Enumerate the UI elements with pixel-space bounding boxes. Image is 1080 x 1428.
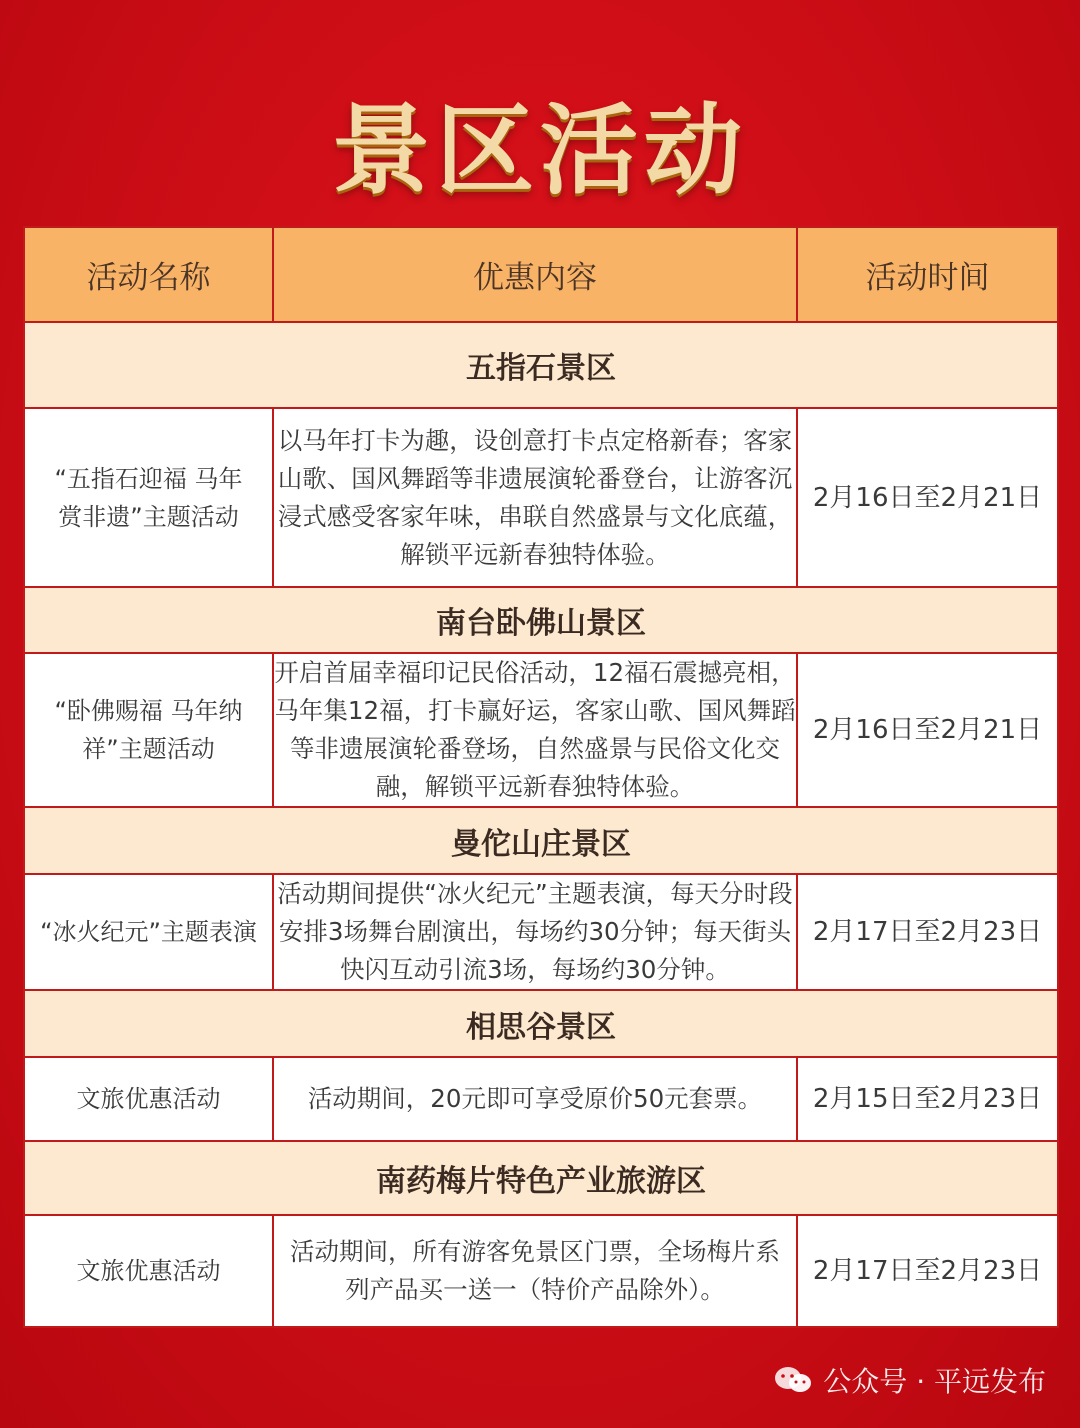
activity-time: 2月17日至2月23日 <box>797 874 1058 990</box>
section-row <box>24 587 1058 653</box>
table-row <box>24 1215 1058 1327</box>
offer-content: 以马年打卡为趣，设创意打卡点定格新春；客家山歌、国风舞蹈等非遗展演轮番登台，让游客沉浸式感受客家年味，串联自然盛景与文化底蕴，解锁平远新春独特体验。 <box>273 408 797 587</box>
section-row <box>24 807 1058 874</box>
table-row <box>24 653 1058 807</box>
section-row <box>24 1141 1058 1215</box>
offer-content: 活动期间，所有游客免景区门票，全场梅片系列产品买一送一（特价产品除外）。 <box>273 1215 797 1327</box>
table-row <box>24 1057 1058 1141</box>
section-row <box>24 990 1058 1057</box>
offer-content: 活动期间提供“冰火纪元”主题表演，每天分时段安排3场舞台剧演出，每场约30分钟；每天街头快闪互动引流3场，每场约30分钟。 <box>273 874 797 990</box>
activity-time: 2月15日至2月23日 <box>797 1057 1058 1141</box>
activity-name: “卧佛赐福 马年纳祥”主题活动 <box>24 653 273 807</box>
activity-time: 2月16日至2月21日 <box>797 653 1058 807</box>
header-offer-content: 优惠内容 <box>273 227 797 322</box>
activity-name: “冰火纪元”主题表演 <box>24 874 273 990</box>
section-title: 南台卧佛山景区 <box>24 587 1058 653</box>
table-header-row <box>24 227 1058 322</box>
section-row <box>24 322 1058 408</box>
activity-name: 文旅优惠活动 <box>24 1057 273 1141</box>
page-title: 景区活动 <box>331 94 748 208</box>
offer-content: 开启首届幸福印记民俗活动，12福石震撼亮相，马年集12福，打卡赢好运，客家山歌、国风舞蹈等非遗展演轮番登场，自然盛景与民俗文化交融，解锁平远新春独特体验。 <box>273 653 797 807</box>
section-title: 曼佗山庄景区 <box>24 807 1058 874</box>
wechat-icon <box>773 1365 813 1395</box>
activity-time: 2月17日至2月23日 <box>797 1215 1058 1327</box>
watermark-text: 公众号 · 平远发布 <box>823 1365 1046 1398</box>
activity-name: “五指石迎福 马年赏非遗”主题活动 <box>24 408 273 587</box>
activity-time: 2月16日至2月21日 <box>797 408 1058 587</box>
table-row <box>24 408 1058 587</box>
header-activity-time: 活动时间 <box>797 227 1058 322</box>
header-activity-name: 活动名称 <box>24 227 273 322</box>
section-title: 南药梅片特色产业旅游区 <box>24 1141 1058 1215</box>
activity-table <box>23 226 1059 1328</box>
activity-name: 文旅优惠活动 <box>24 1215 273 1327</box>
table-row <box>24 874 1058 990</box>
offer-content: 活动期间，20元即可享受原价50元套票。 <box>273 1057 797 1141</box>
section-title: 五指石景区 <box>24 322 1058 408</box>
watermark <box>773 1360 1046 1400</box>
section-title: 相思谷景区 <box>24 990 1058 1057</box>
